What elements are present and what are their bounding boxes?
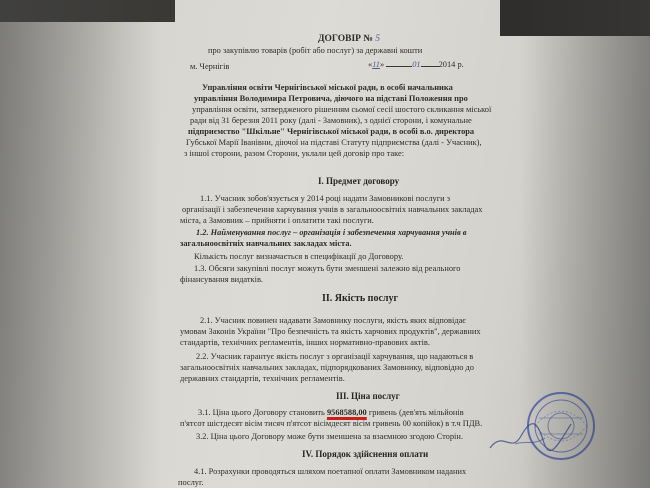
preamble-line: з іншої сторони, разом Сторони, уклали цей договір про таке: xyxy=(184,149,405,158)
city: м. Чернігів xyxy=(190,62,230,71)
background-corner xyxy=(0,0,175,22)
section-title: ІІ. Якість послуг xyxy=(322,293,399,304)
section-title: І. Предмет договору xyxy=(318,176,400,186)
contract-number: 5 xyxy=(375,34,381,44)
preamble-line: підприємство "Шкільне" Чернігівської міської ради, в особі в.о. директора xyxy=(188,127,475,136)
paragraph-line: організації і забезпечення харчування учнів в загальноосвітніх навчальних закладах xyxy=(182,205,483,214)
paragraph-line: послуг. xyxy=(178,478,204,487)
paragraph-line: 1.3. Обсяги закупівлі послуг можуть бути зменшені залежно від реального xyxy=(194,264,461,273)
paragraph-line: міста, а Замовник – прийняти і оплатити такі послуги. xyxy=(180,216,374,225)
contract-date: «11» 01 2014 р. xyxy=(368,60,464,69)
page-shadow-left xyxy=(0,0,160,488)
preamble-line: управління освіти, затвердженого рішенням сьомої сесії шостого скликання міської xyxy=(192,105,492,114)
paragraph-line: 2.1. Учасник повинен надавати Замовнику послуги, якість яких відповідає xyxy=(200,316,466,325)
background-corner xyxy=(500,0,650,36)
preamble-line: ради від 31 березня 2011 року (далі - Замовник), з однієї сторони, і комунальне xyxy=(190,116,472,125)
section-title: IV. Порядок здійснення оплати xyxy=(302,449,429,459)
paragraph-line: фінансування видатків. xyxy=(180,275,264,284)
paragraph-line: Кількість послуг визначається в специфікації до Договору. xyxy=(194,252,404,261)
paragraph-line: 1.1. Учасник зобов'язується у 2014 році надати Замовникові послуги з xyxy=(200,194,451,203)
preamble-line: управління Володимира Петровича, діючого на підставі Положення про xyxy=(194,94,468,103)
paragraph-line: загальноосвітніх навчальних закладах, підпорядкованих Замовнику, відповідно до xyxy=(180,363,474,372)
paragraph-line: державних стандартів, технічних регламентів. xyxy=(180,374,345,383)
paragraph-line: 4.1. Розрахунки проводяться шляхом поетапної оплати Замовником наданих xyxy=(194,467,467,476)
paragraph-line: 2.2. Учасник гарантує якість послуг з організації харчування, що надаються в xyxy=(196,352,474,361)
paragraph-line: п'ятсот шістдесят вісім тисяч п'ятсот вісімдесят вісім гривень 00 копійок) в т.ч ПДВ. xyxy=(180,419,483,428)
price-line: 3.1. Ціна цього Договору становить 9568588,00 гривень (дев'ять мільйонів xyxy=(198,408,464,417)
paragraph-line: 3.2. Ціна цього Договору може бути зменшена за взаємною згодою Сторін. xyxy=(196,432,463,441)
contract-subtitle: про закупівлю товарів (робіт або послуг) за державні кошти xyxy=(208,46,423,55)
section-title: ІІІ. Ціна послуг xyxy=(336,391,400,401)
paragraph-line: загальноосвітніх навчальних закладах міста. xyxy=(180,239,352,248)
preamble-line: Управління освіти Чернігівської міської ради, в особі начальника xyxy=(202,83,453,92)
paragraph-line: умовам Законів України "Про безпечність та якість харчових продуктів", державних xyxy=(180,327,481,336)
preamble-line: Губської Марії Іванівни, діючої на підставі Статуту підприємства (далі - Учасник), xyxy=(186,138,482,147)
paragraph-line: 1.2. Найменування послуг – організація і забезпечення харчування учнів в xyxy=(196,228,467,237)
contract-title: ДОГОВІР № 5 xyxy=(318,34,381,44)
signature-icon xyxy=(485,410,575,460)
contract-amount: 9568588,00 xyxy=(326,408,367,417)
paragraph-line: стандартів, технічних регламентів, інших нормативно-правових актів. xyxy=(180,338,430,347)
